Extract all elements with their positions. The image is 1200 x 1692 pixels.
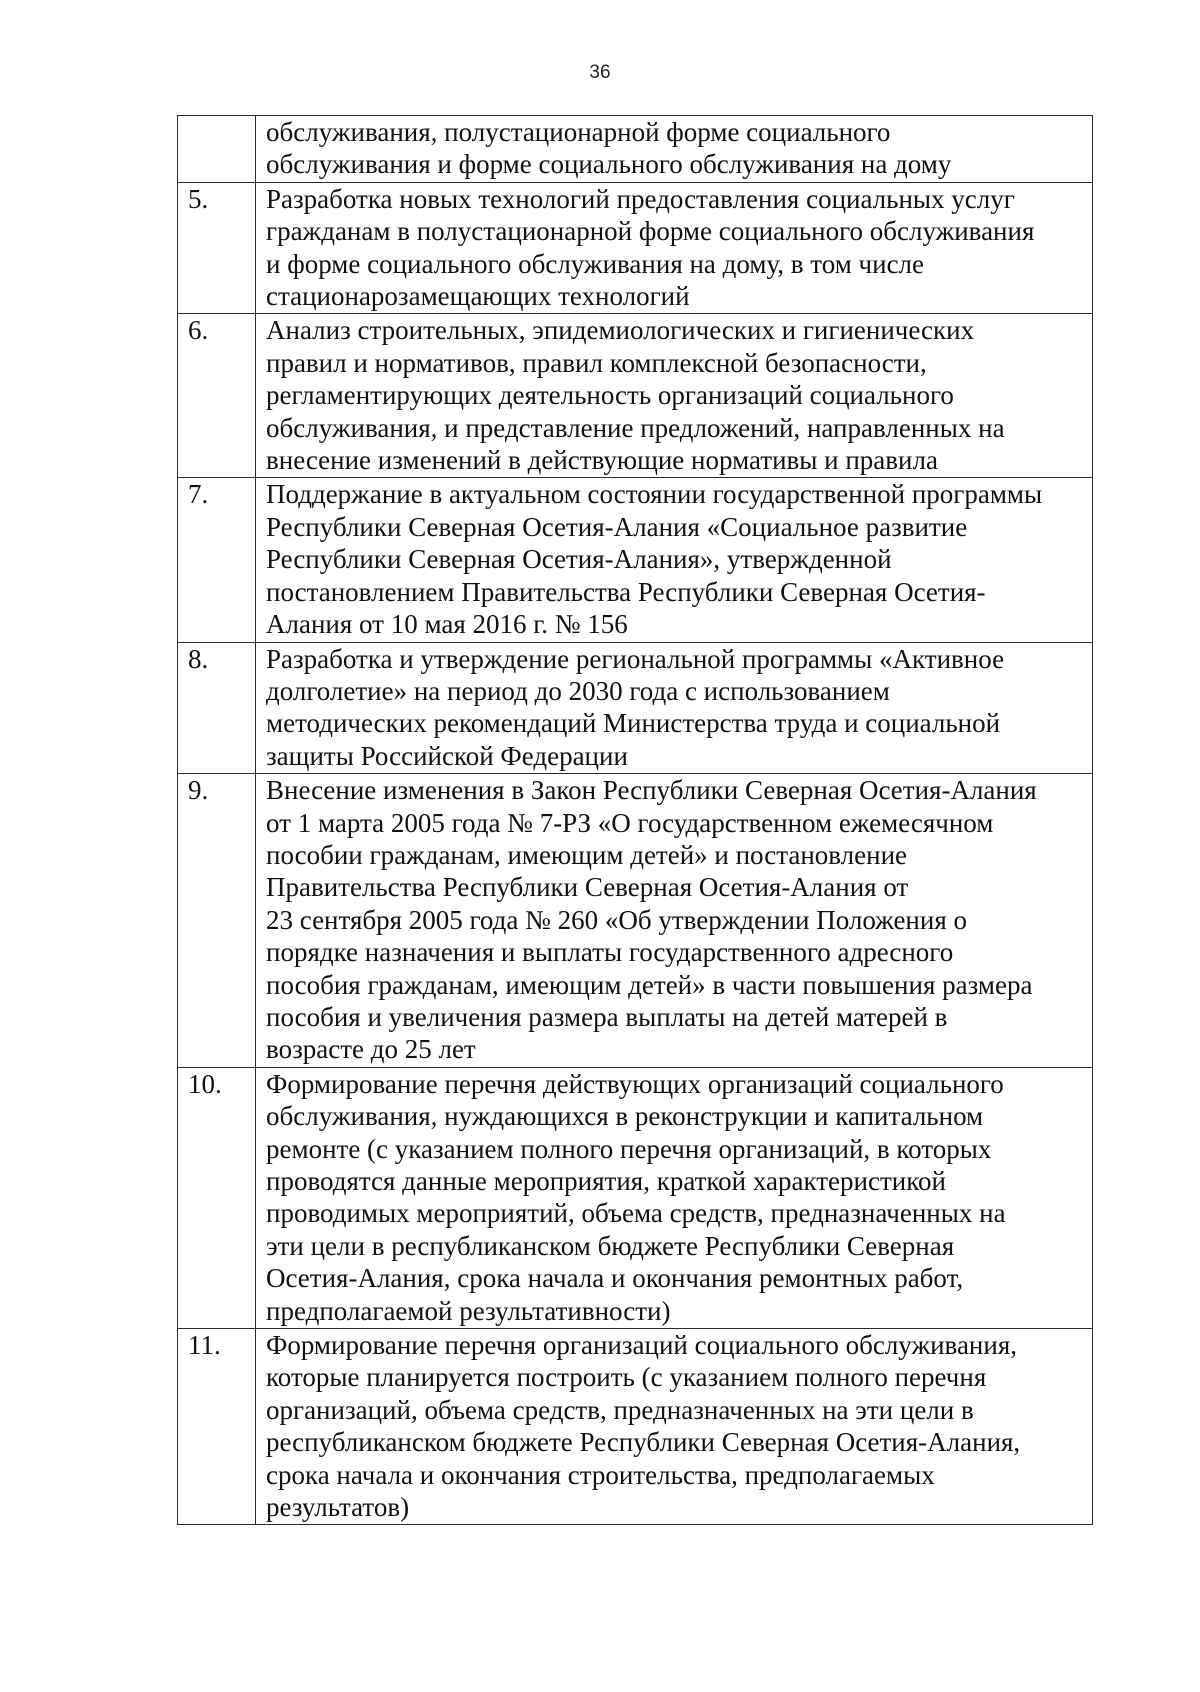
row-number: 6. [178,314,256,478]
text-line: Внесение изменения в Закон Республики Северная Осетия-Алания [266,775,1037,806]
text-line: гражданам в полустационарной форме социального обслуживания [266,216,1035,247]
table-row [178,642,1093,774]
page-number: 36 [589,62,611,83]
text-line: проводятся данные мероприятия, краткой характеристикой [266,1166,946,1196]
row-description [256,116,1093,183]
text-line: пособии гражданам, имеющим детей» и постановление [266,839,908,870]
text-line: Осетия-Алания, срока начала и окончания ремонтных работ, [266,1263,964,1294]
row-description [256,642,1093,774]
text-line: Разработка новых технологий предоставления социальных услуг [266,183,1015,214]
row-number: 5. [178,182,256,314]
text-line: постановлением Правительства Республики Северная Осетия- [266,576,986,607]
text-line: методических рекомендаций Министерства труда и социальной [266,708,1001,739]
text-line: Анализ строительных, эпидемиологических и гигиенических [266,315,975,346]
text-line: обслуживания и форме социального обслуживания на дому [266,149,952,180]
text-line: 23 сентября 2005 года № 260 «Об утверждении Положения о [266,904,967,935]
table-row [178,774,1093,1068]
row-description [256,1329,1093,1525]
row-description [256,182,1093,314]
row-number: 9. [178,774,256,1068]
text-line: правил и нормативов, правил комплексной безопасности, [266,347,927,378]
row-description [256,478,1093,642]
text-line: проводимых мероприятий, объема средств, предназначенных на [266,1198,1006,1229]
row-description-text [266,1068,1086,1327]
row-description-text [266,314,1086,476]
text-line: предполагаемой результативности) [266,1295,671,1326]
table-body [178,116,1093,1525]
table-row [178,478,1093,642]
row-number [178,116,256,183]
text-line: пособия гражданам, имеющим детей» в части повышения размера [266,969,1033,1000]
table-row [178,1329,1093,1525]
row-number: 8. [178,642,256,774]
text-line: Республики Северная Осетия-Алания», утвержденной [266,544,892,575]
text-line: Республики Северная Осетия-Алания «Социальное развитие [266,511,968,542]
row-description-text [266,774,1086,1066]
text-line: регламентирующих деятельность организаций социального [266,380,954,411]
table-row [178,116,1093,183]
row-description [256,1067,1093,1328]
text-line: эти цели в республиканском бюджете Республики Северная [266,1230,955,1261]
text-line: Формирование перечня действующих организаций социального [266,1068,1004,1099]
text-line: Правительства Республики Северная Осетия-Алания от [266,872,909,903]
text-line: Алания от 10 мая 2016 г. № 156 [266,609,628,640]
row-description-text [266,478,1086,640]
text-line: которые планируется построить (с указанием полного перечня [266,1362,987,1393]
row-number: 7. [178,478,256,642]
text-line: от 1 марта 2005 года № 7-РЗ «О государственном ежемесячном [266,807,994,838]
text-line: результатов) [266,1492,410,1523]
table-row [178,314,1093,478]
row-number: 11. [178,1329,256,1525]
row-description [256,774,1093,1068]
text-line: обслуживания, полустационарной форме социального [266,117,891,147]
text-line: защиты Российской Федерации [266,740,628,771]
table-row [178,182,1093,314]
text-line: Поддержание в актуальном состоянии государственной программы [266,479,1043,510]
text-line: срока начала и окончания строительства, предполагаемых [266,1459,935,1490]
text-line: Разработка и утверждение региональной программы «Активное [266,643,1005,674]
row-description-text [266,1329,1086,1523]
text-line: долголетие» на период до 2030 года с использованием [266,675,890,706]
row-number: 10. [178,1067,256,1328]
text-line: и форме социального обслуживания на дому, в том числе [266,248,925,279]
text-line: стационарозамещающих технологий [266,281,690,312]
row-description-text [266,183,1086,313]
text-line: обслуживания, и представление предложений, направленных на [266,412,1005,443]
measures-table [177,115,1093,1525]
text-line: внесение изменений в действующие нормативы и правила [266,445,938,476]
row-description [256,314,1093,478]
text-line: организаций, объема средств, предназначенных на эти цели в [266,1394,974,1425]
text-line: Формирование перечня организаций социального обслуживания, [266,1330,1017,1361]
row-description-text [266,643,1086,773]
text-line: обслуживания, нуждающихся в реконструкции и капитальном [266,1101,984,1132]
text-line: пособия и увеличения размера выплаты на детей матерей в [266,1001,948,1032]
text-line: ремонте (с указанием полного перечня организаций, в которых [266,1133,992,1164]
text-line: порядке назначения и выплаты государственного адресного [266,937,954,968]
text-line: республиканском бюджете Республики Северная Осетия-Алания, [266,1427,1021,1458]
table-row [178,1067,1093,1328]
row-description-text [266,116,1086,181]
text-line: возрасте до 25 лет [266,1034,476,1065]
